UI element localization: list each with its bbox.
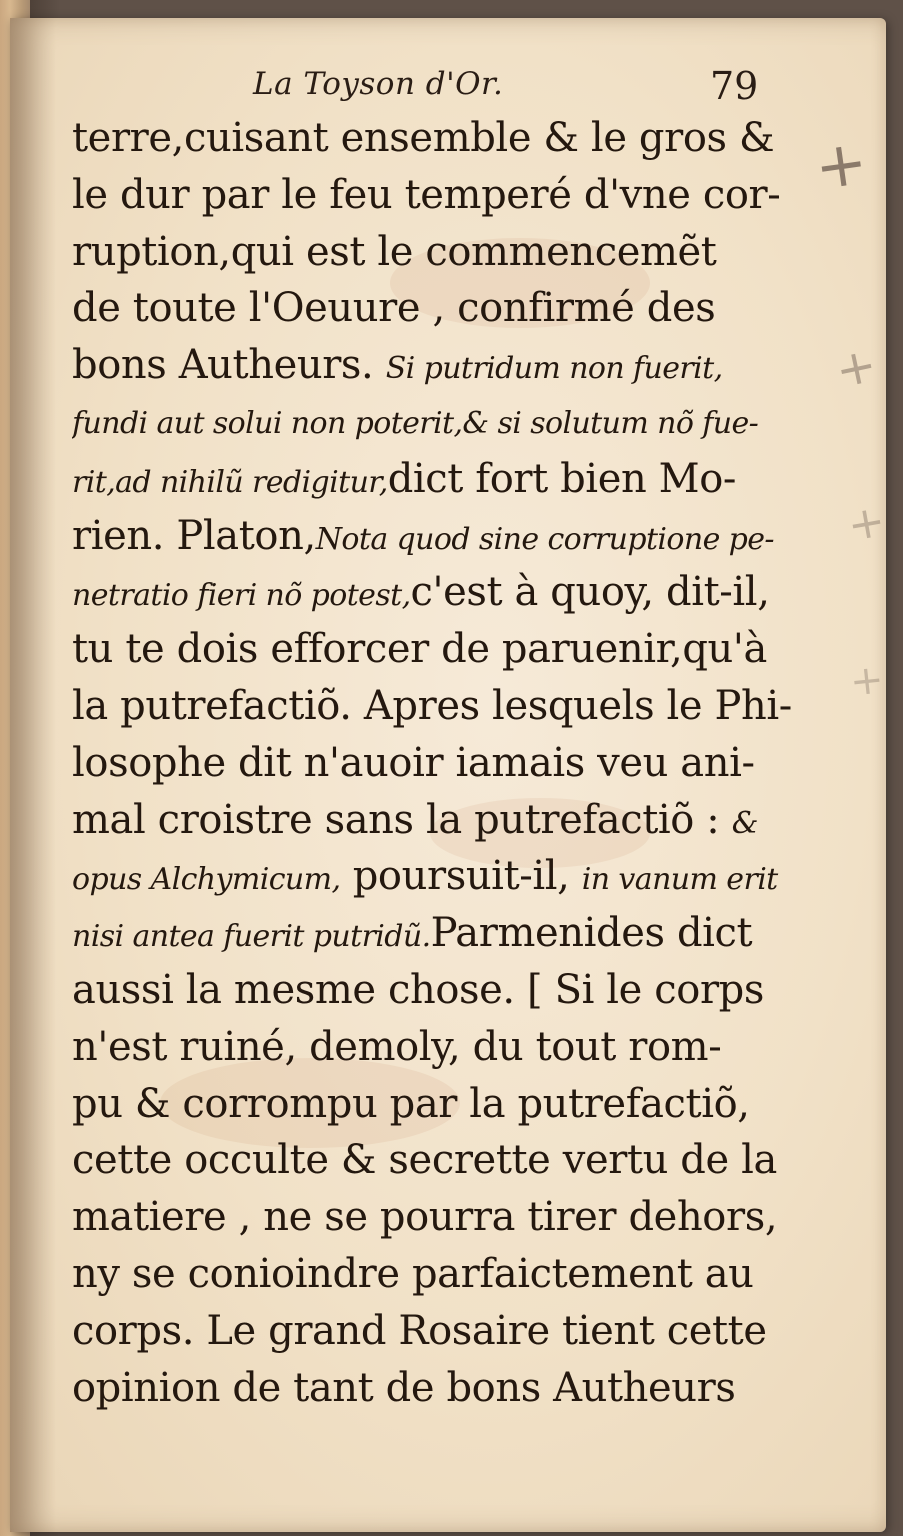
line-text: ruption,qui est le commencemẽt	[72, 228, 717, 275]
line-text: le dur par le feu temperé d'vne cor-	[72, 171, 781, 218]
pencil-cross-mark: +	[830, 336, 882, 400]
text-line	[72, 1246, 832, 1303]
latin-quote: &	[731, 805, 758, 841]
line-text: rien. Platon,	[72, 512, 316, 559]
pencil-cross-mark: +	[843, 495, 890, 552]
text-line	[72, 508, 832, 565]
pencil-cross-mark: +	[810, 124, 872, 205]
text-line	[72, 280, 832, 337]
text-line	[72, 1360, 832, 1417]
line-text: tu te dois efforcer de paruenir,qu'à	[72, 626, 767, 673]
text-line	[72, 1076, 832, 1133]
text-line	[72, 451, 832, 508]
text-line	[72, 1303, 832, 1360]
line-text: pu & corrompu par la putrefactiõ,	[72, 1080, 750, 1127]
text-line	[72, 1132, 832, 1189]
line-text: opinion de tant de bons Autheurs	[72, 1364, 736, 1411]
line-text: Parmenides dict	[430, 910, 753, 957]
line-text: ny se conioindre parfaictement au	[72, 1250, 754, 1297]
text-line	[72, 337, 832, 394]
line-text: de toute l'Oeuure , confirmé des	[72, 285, 716, 332]
running-title: La Toyson d'Or.	[253, 66, 504, 102]
line-text: dict fort bien Mo-	[387, 455, 736, 502]
pencil-cross-mark: +	[847, 656, 886, 706]
text-line	[72, 848, 832, 905]
line-text: matiere , ne se pourra tirer dehors,	[72, 1194, 778, 1241]
line-text: bons Autheurs.	[72, 342, 386, 389]
line-text: c'est à quoy, dit-il,	[410, 569, 770, 616]
latin-quote: Si putridum non fuerit,	[385, 351, 723, 387]
gutter-shadow	[10, 18, 56, 1532]
text-line	[72, 564, 832, 621]
line-text: n'est ruiné, demoly, du tout rom-	[72, 1023, 722, 1070]
latin-quote: netratio fieri nõ potest,	[72, 578, 411, 614]
line-text: cette occulte & secrette vertu de la	[72, 1137, 777, 1184]
latin-quote: Nota quod sine corruptione pe-	[315, 521, 774, 557]
latin-quote: opus Alchymicum,	[72, 862, 341, 898]
text-line	[72, 394, 832, 451]
text-line	[72, 1189, 832, 1246]
line-text: losophe dit n'auoir iamais veu ani-	[72, 739, 755, 786]
page-header	[10, 64, 886, 110]
line-text: corps. Le grand Rosaire tient cette	[72, 1307, 767, 1354]
text-line	[72, 621, 832, 678]
latin-quote: fundi aut solui non poterit,& si solutum nõ fue-	[72, 405, 759, 441]
latin-quote: in vanum erit	[581, 862, 778, 898]
latin-quote: nisi antea fuerit putridũ.	[72, 919, 431, 955]
latin-quote: rit,ad nihilũ redigitur,	[72, 464, 388, 500]
text-line	[72, 678, 832, 735]
line-text: mal croistre sans la putrefactiõ :	[72, 796, 732, 843]
text-line	[72, 962, 832, 1019]
text-line	[72, 110, 832, 167]
text-line	[72, 167, 832, 224]
book-page	[10, 18, 890, 1532]
text-line	[72, 792, 832, 849]
text-line	[72, 735, 832, 792]
body-text	[72, 110, 832, 1416]
page-number: 79	[710, 64, 759, 108]
text-line	[72, 224, 832, 281]
text-line	[72, 905, 832, 962]
line-text: poursuit-il,	[340, 853, 582, 900]
text-line	[72, 1019, 832, 1076]
line-text: la putrefactiõ. Apres lesquels le Phi-	[72, 682, 792, 729]
line-text: aussi la mesme chose. [ Si le corps	[72, 966, 764, 1013]
line-text: terre,cuisant ensemble & le gros &	[72, 115, 775, 161]
